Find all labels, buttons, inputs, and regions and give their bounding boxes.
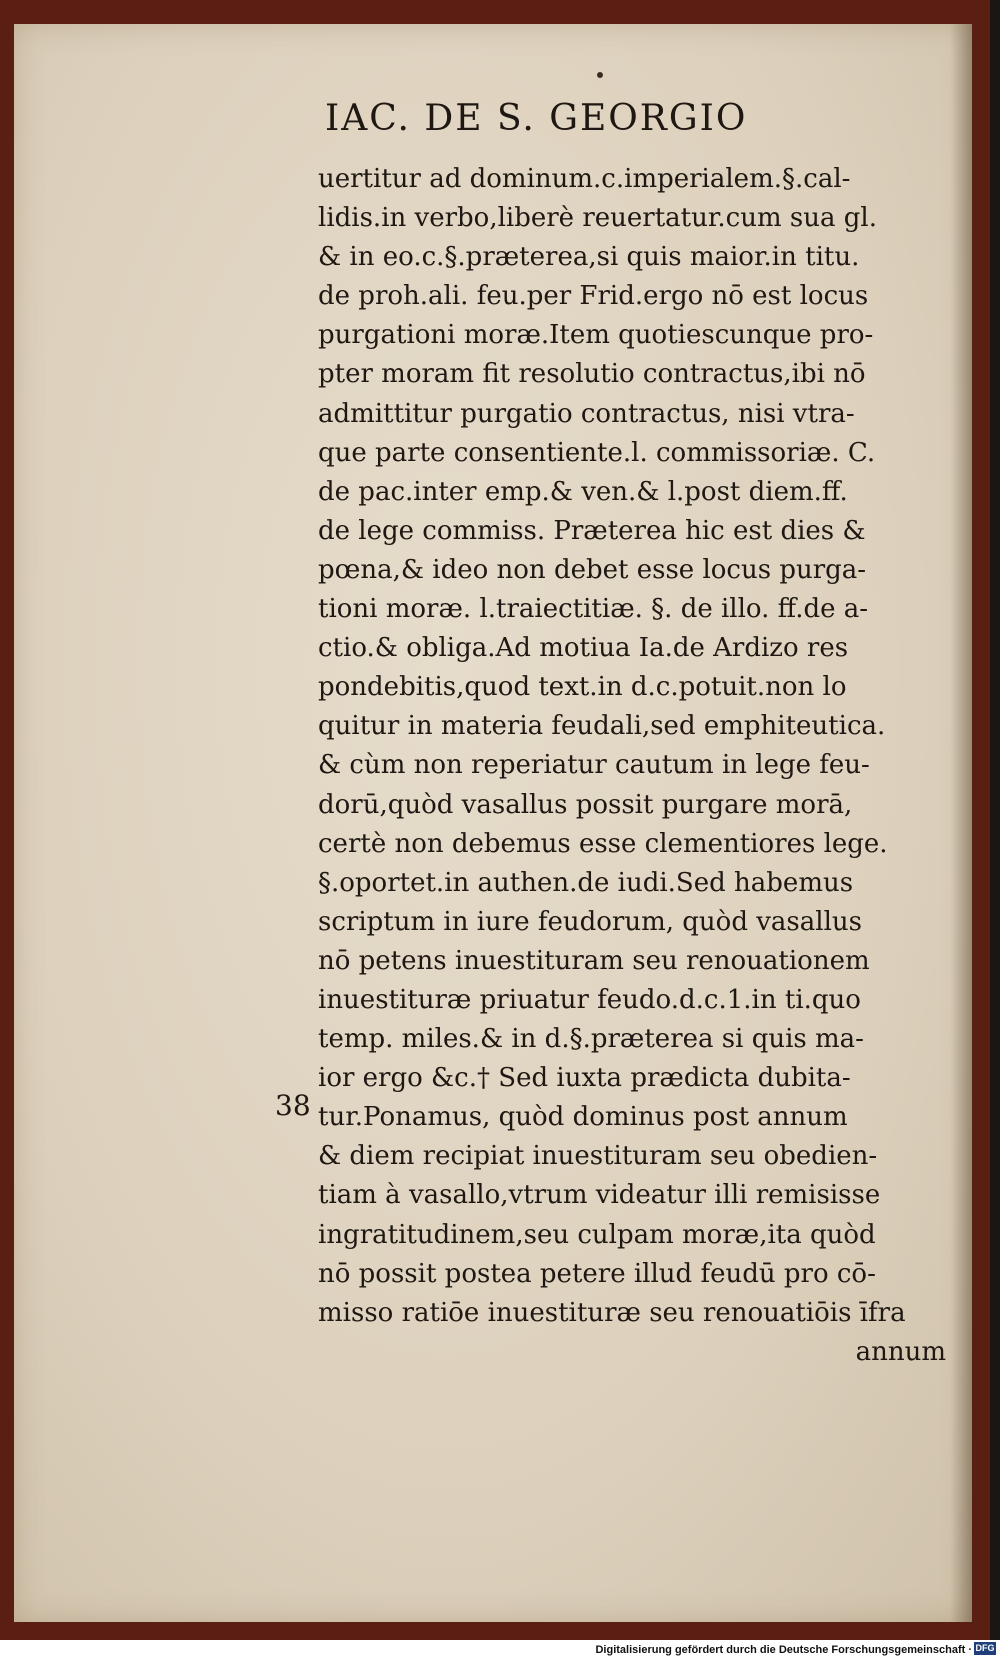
running-head: IAC. DE S. GEORGIO [325,98,748,139]
dfg-logo: DFG [975,1643,995,1653]
text-line: certè non debemus esse clementiores lege. [318,828,888,859]
text-line: purgationi moræ.Item quotiescunque pro- [318,320,874,351]
text-line: de proh.ali. feu.per Frid.ergo nō est locus [318,281,869,312]
text-line: nō possit postea petere illud feudū pro cō- [318,1258,876,1289]
text-line: admittitur purgatio contractus, nisi vtra- [318,398,855,429]
text-line: tioni moræ. l.traiectitiæ. §. de illo. ff.de a- [318,594,869,625]
text-line: quitur in materia feudali,sed emphiteutica. [318,711,886,742]
text-line: pter moram fit resolutio contractus,ibi nō [318,359,866,390]
text-line: nō petens inuestituram seu renouationem [318,945,870,976]
text-line: tiam à vasallo,vtrum videatur illi remisisse [318,1180,881,1211]
text-line: & diem recipiat inuestituram seu obedien- [318,1141,878,1172]
text-line: & cùm non reperiatur cautum in lege feu- [318,750,870,781]
text-line: tur.Ponamus, quòd dominus post annum [318,1102,848,1133]
footer-bar [0,1640,1000,1657]
text-line: lidis.in verbo,liberè reuertatur.cum sua gl. [318,203,877,234]
text-line: pœna,& ideo non debet esse locus purga- [318,554,867,585]
text-line: dorū,quòd vasallus possit purgare morā, [318,789,853,820]
text-line: ior ergo &c.† Sed iuxta prædicta dubita- [318,1063,851,1094]
text-line: de lege commiss. Præterea hic est dies & [318,515,866,546]
text-line: temp. miles.& in d.§.præterea si quis ma- [318,1024,864,1055]
text-line: uertitur ad dominum.c.imperialem.§.cal- [318,164,851,194]
text-line: pondebitis,quod text.in d.c.potuit.non lo [318,672,847,703]
text-line: misso ratiōe inuestituræ seu renouatiōis īfra [318,1297,906,1328]
funding-credit: Digitalisierung gefördert durch die Deutsche Forschungsgemeinschaft · [595,1644,972,1656]
text-line: ingratitudinem,seu culpam moræ,ita quòd [318,1219,876,1250]
text-line: inuestituræ priuatur feudo.d.c.1.in ti.quo [318,984,861,1015]
text-line: ctio.& obliga.Ad motiua Ia.de Ardizo res [318,633,849,664]
body-text [318,160,958,1372]
catchword: annum [855,1336,946,1367]
ink-dot [597,72,603,78]
text-line: scriptum in iure feudorum, quòd vasallus [318,906,862,937]
text-line: & in eo.c.§.præterea,si quis maior.in titu. [318,242,860,273]
text-line: que parte consentiente.l. commissoriæ. C. [318,437,876,468]
text-line: de pac.inter emp.& ven.& l.post diem.ff. [318,476,848,507]
text-line: §.oportet.in authen.de iudi.Sed habemus [318,867,854,898]
margin-note-number: 38 [275,1089,311,1122]
